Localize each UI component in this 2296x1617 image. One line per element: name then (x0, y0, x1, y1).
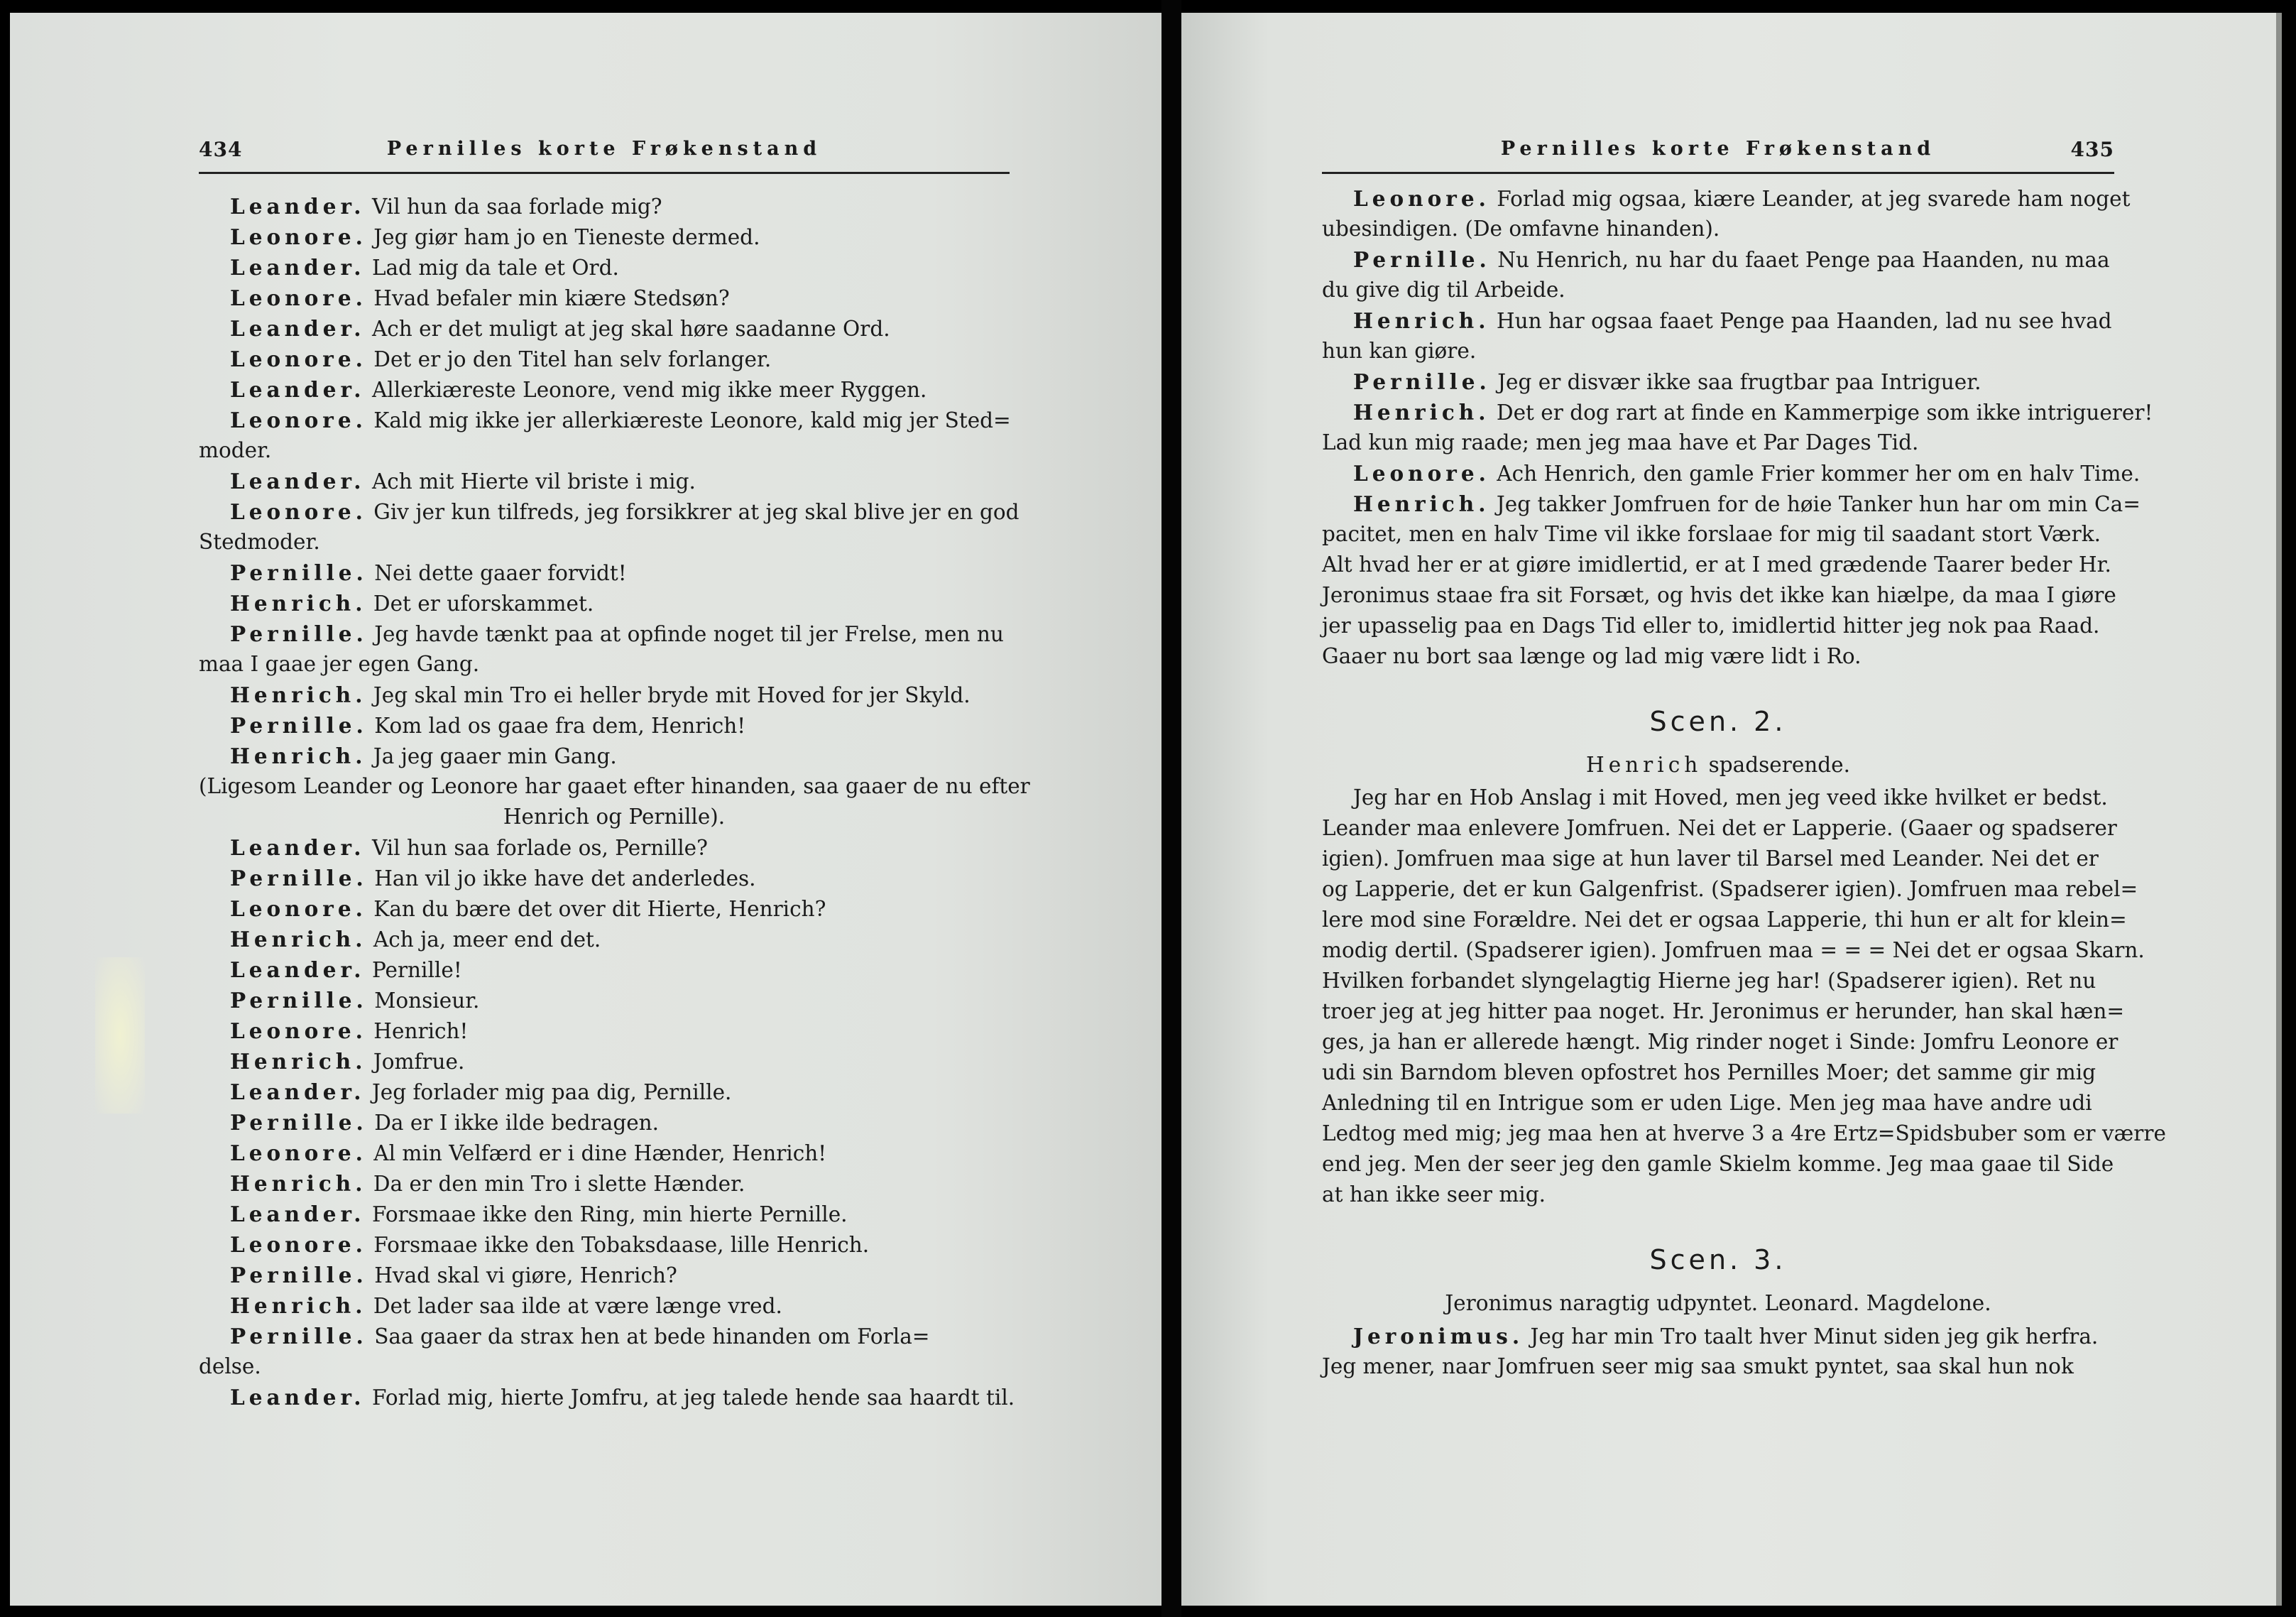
text-line (1322, 1180, 2114, 1210)
text-line (199, 191, 1029, 222)
text-line (199, 680, 1029, 710)
right-page (1181, 13, 2276, 1606)
speaker-name: Leonore. (1353, 461, 1490, 486)
text-line (199, 1290, 1029, 1321)
text-line (1322, 244, 2114, 275)
line-text: Jeronimus staae fra sit Forsæt, og hvis det ikke kan hiælpe, da maa I giøre (1322, 583, 2116, 607)
text-line (1322, 966, 2114, 996)
line-text: Forsmaae ikke den Ring, min hierte Pernille. (371, 1202, 848, 1226)
line-text: Jeg mener, naar Jomfruen seer mig saa smukt pyntet, saa skal hun nok (1322, 1354, 2074, 1378)
scene-2-subtitle-speaker: Henrich (1585, 753, 1702, 777)
speaker-name: Leonore. (230, 499, 367, 524)
line-text: Henrich og Pernille). (503, 805, 726, 829)
line-text: Ach Henrich, den gamle Frier kommer her om en halv Time. (1497, 462, 2141, 486)
speaker-name: Leander. (230, 835, 366, 860)
line-text: Nei dette gaaer forvidt! (374, 561, 627, 585)
speaker-name: Leonore. (230, 896, 367, 921)
speaker-name: Leander. (230, 1079, 366, 1104)
line-text: Jeg forlader mig paa dig, Pernille. (371, 1080, 732, 1104)
scene-2-subtitle (1322, 747, 2114, 783)
line-text: Det er dog rart at finde en Kammerpige som ikke intriguerer! (1496, 401, 2153, 425)
speaker-name: Pernille. (230, 988, 368, 1013)
line-text: Lad kun mig raade; men jeg maa have et Par Dages Tid. (1322, 430, 1919, 454)
text-line (199, 1321, 1029, 1351)
text-line (1322, 214, 2114, 244)
text-line (1322, 1149, 2114, 1180)
text-line (1322, 519, 2114, 550)
line-text: Giv jer kun tilfreds, jeg forsikkrer at jeg skal blive jer en god (373, 500, 1019, 524)
line-text: Jeg er disvær ikke saa frugtbar paa Intriguer. (1497, 370, 1981, 394)
text-line (199, 466, 1029, 496)
line-text: Al min Velfærd er i dine Hænder, Henrich! (373, 1141, 827, 1165)
line-text: Hvilken forbandet slyngelagtig Hierne jeg har! (Spadserer igien). Ret nu (1322, 969, 2097, 993)
speaker-name: Pernille. (230, 560, 368, 585)
text-line (199, 496, 1029, 527)
line-text: Da er I ikke ilde bedragen. (374, 1111, 660, 1135)
line-text: Pernille! (371, 958, 462, 982)
text-line (1322, 336, 2114, 366)
right-running-title: Pernilles korte Frøkenstand (1500, 138, 1936, 160)
line-text: Nu Henrich, nu har du faaet Penge paa Haanden, nu maa (1497, 248, 2110, 272)
text-line (199, 1107, 1029, 1138)
line-text: Leander maa enlevere Jomfruen. Nei det er Lapperie. (Gaaer og spadserer (1322, 816, 2117, 840)
text-line (199, 802, 1029, 832)
text-line (199, 1168, 1029, 1199)
text-line (199, 863, 1029, 893)
text-line (199, 344, 1029, 374)
line-text: Jeg har min Tro taalt hver Minut siden jeg gik herfra. (1530, 1324, 2099, 1349)
line-text: og Lapperie, det er kun Galgenfrist. (Spadserer igien). Jomfruen maa rebel= (1322, 877, 2138, 901)
text-line (199, 985, 1029, 1016)
line-text: Forsmaae ikke den Tobaksdaase, lille Henrich. (373, 1233, 870, 1257)
line-text: igien). Jomfruen maa sige at hun laver til Barsel med Leander. Nei det er (1322, 846, 2099, 871)
speaker-name: Leander. (230, 255, 366, 280)
speaker-name: Pernille. (230, 1110, 368, 1135)
line-text: Jeg giør ham jo en Tieneste dermed. (373, 225, 760, 249)
text-line (199, 893, 1029, 924)
text-line (1322, 641, 2114, 672)
speaker-name: Henrich. (230, 682, 367, 707)
line-text: Hvad skal vi giøre, Henrich? (374, 1263, 677, 1287)
speaker-name: Henrich. (230, 1171, 367, 1196)
text-line (1322, 611, 2114, 641)
text-line (1322, 1118, 2166, 1149)
line-text: Vil hun da saa forlade mig? (371, 195, 662, 219)
speaker-name: Jeronimus. (1353, 1324, 1524, 1349)
speaker-name: Pernille. (230, 621, 368, 646)
text-line (1322, 550, 2114, 580)
line-text: Kan du bære det over dit Hierte, Henrich? (373, 897, 826, 921)
text-line (1322, 996, 2125, 1027)
text-line (1322, 580, 2114, 611)
line-text: delse. (199, 1354, 261, 1378)
text-line (199, 1351, 1029, 1382)
text-line (1322, 366, 2114, 397)
line-text: Lad mig da tale et Ord. (371, 256, 619, 280)
speaker-name: Leander. (230, 377, 366, 402)
text-line (1322, 844, 2114, 874)
text-line (1322, 1027, 2119, 1057)
speaker-name: Henrich. (230, 1049, 367, 1074)
text-line (199, 313, 1029, 344)
text-line (1322, 428, 2114, 458)
line-text: udi sin Barndom bleven opfostret hos Pernilles Moer; det samme gir mig (1322, 1060, 2097, 1084)
speaker-name: Leander. (230, 469, 366, 494)
line-text: Det er uforskammet. (373, 592, 594, 616)
text-line (199, 1229, 1029, 1260)
line-text: Ach er det muligt at jeg skal høre saadanne Ord. (371, 317, 890, 341)
speaker-name: Leonore. (230, 1140, 367, 1165)
text-line (199, 283, 1029, 313)
line-text: (Ligesom Leander og Leonore har gaaet efter hinanden, saa gaaer de nu efter (199, 774, 1030, 798)
text-line (199, 954, 1029, 985)
left-page (10, 13, 1161, 1606)
speaker-name: Leonore. (230, 1018, 367, 1043)
line-text: ubesindigen. (De omfavne hinanden). (1322, 217, 1720, 241)
line-text: jer upasselig paa en Dags Tid eller to, imidlertid hitter jeg nok paa Raad. (1322, 614, 2100, 638)
page-edge (2276, 13, 2282, 1606)
line-text: du give dig til Arbeide. (1322, 278, 1565, 302)
line-text: Ach mit Hierte vil briste i mig. (371, 469, 696, 494)
line-text: Monsieur. (374, 989, 480, 1013)
speaker-name: Pernille. (230, 713, 368, 738)
line-text: Forlad mig ogsaa, kiære Leander, at jeg svarede ham noget (1497, 187, 2131, 211)
line-text: Jomfrue. (373, 1050, 465, 1074)
text-line (1322, 1057, 2114, 1088)
text-line (199, 1016, 1029, 1046)
line-text: Da er den min Tro i slette Hænder. (373, 1172, 745, 1196)
speaker-name: Henrich. (230, 591, 367, 616)
speaker-name: Henrich. (1353, 400, 1490, 425)
speaker-name: Leonore. (230, 1232, 367, 1257)
text-line (1322, 489, 2141, 519)
speaker-name: Henrich. (230, 927, 367, 952)
speaker-name: Leander. (230, 316, 366, 341)
text-line (199, 1260, 1029, 1290)
text-line (1322, 874, 2138, 905)
text-line (199, 435, 1029, 466)
left-page-number: 434 (199, 138, 243, 161)
text-line (199, 771, 1029, 802)
line-text: Ach ja, meer end det. (373, 927, 601, 952)
text-line (199, 741, 1029, 771)
line-text: hun kan giøre. (1322, 339, 1477, 363)
line-text: modig dertil. (Spadserer igien). Jomfruen maa = = = Nei det er ogsaa Skarn. (1322, 938, 2145, 962)
line-text: troer jeg at jeg hitter paa noget. Hr. Jeronimus er herunder, han skal hæn= (1322, 999, 2125, 1023)
line-text: Kom lad os gaae fra dem, Henrich! (374, 714, 746, 738)
text-line (1322, 275, 2114, 305)
speaker-name: Leonore. (1353, 186, 1490, 211)
text-line (199, 619, 1029, 649)
scene-2-text (1322, 783, 2166, 1210)
line-text: Han vil jo ikke have det anderledes. (374, 866, 756, 891)
line-text: Hvad befaler min kiære Stedsøn? (373, 286, 730, 310)
right-running-header (1322, 132, 2114, 174)
book-gutter (1161, 0, 1181, 1617)
text-line (199, 1077, 1029, 1107)
text-line (199, 222, 1029, 252)
text-line (199, 832, 1029, 863)
line-text: Det lader saa ilde at være længe vred. (373, 1294, 782, 1318)
text-line (199, 527, 1029, 557)
speaker-name: Leander. (230, 957, 366, 982)
text-line (199, 1046, 1029, 1077)
text-line (199, 588, 1029, 619)
left-running-header (199, 132, 1010, 174)
speaker-name: Leonore. (230, 224, 367, 249)
line-text: Allerkiæreste Leonore, vend mig ikke meer Ryggen. (371, 378, 927, 402)
text-line (1322, 458, 2141, 489)
left-running-title: Pernilles korte Frøkenstand (386, 138, 822, 160)
speaker-name: Pernille. (230, 866, 368, 891)
text-line (1322, 905, 2127, 935)
line-text: Henrich! (373, 1019, 469, 1043)
line-text: lere mod sine Forældre. Nei det er ogsaa Lapperie, thi hun er alt for klein= (1322, 908, 2127, 932)
right-page-text (1322, 183, 2166, 1382)
speaker-name: Leonore. (230, 347, 367, 371)
line-text: end jeg. Men der seer jeg den gamle Skielm komme. Jeg maa gaae til Side (1322, 1152, 2114, 1176)
line-text: Ledtog med mig; jeg maa hen at hverve 3 a 4re Ertz=Spidsbuber som er værre (1322, 1121, 2166, 1145)
page-stain (95, 957, 145, 1114)
line-text: Jeg havde tænkt paa at opfinde noget til jer Frelse, men nu (374, 622, 1004, 646)
line-text: moder. (199, 438, 272, 462)
text-line (199, 374, 1029, 405)
line-text: Jeg takker Jomfruen for de høie Tanker hun har om min Ca= (1496, 492, 2141, 516)
speaker-name: Pernille. (230, 1324, 368, 1349)
line-text: pacitet, men en halv Time vil ikke forslaae for mig til saadant stort Værk. (1322, 522, 2101, 546)
line-text: Hun har ogsaa faaet Penge paa Haanden, lad nu see hvad (1496, 309, 2112, 333)
speaker-name: Pernille. (1353, 247, 1491, 272)
scene-2-subtitle-text: spadserende. (1708, 753, 1850, 777)
text-line (199, 649, 1029, 680)
line-text: Vil hun saa forlade os, Pernille? (371, 836, 708, 860)
speaker-name: Leonore. (230, 285, 367, 310)
speaker-name: Henrich. (1353, 491, 1490, 516)
text-line (1322, 1088, 2114, 1118)
line-text: Jeg skal min Tro ei heller bryde mit Hoved for jer Skyld. (373, 683, 971, 707)
speaker-name: Leander. (230, 194, 366, 219)
text-line (199, 405, 1029, 435)
line-text: Anledning til en Intrigue som er uden Lige. Men jeg maa have andre udi (1322, 1091, 2092, 1115)
text-line (1322, 183, 2131, 214)
line-text: Stedmoder. (199, 530, 320, 554)
line-text: Det er jo den Titel han selv forlanger. (373, 347, 772, 371)
line-text: Saa gaaer da strax hen at bede hinanden om Forla= (374, 1324, 930, 1349)
text-line (199, 1382, 1029, 1412)
scene-2-heading: Scen. 2. (1649, 706, 1787, 737)
line-text: Forlad mig, hierte Jomfru, at jeg talede hende saa haardt til. (371, 1385, 1015, 1410)
speaker-name: Henrich. (1353, 308, 1490, 333)
text-line (199, 557, 1029, 588)
text-line (1322, 1351, 2114, 1382)
speaker-name: Henrich. (230, 744, 367, 768)
text-line (199, 1138, 1029, 1168)
scene-3-heading: Scen. 3. (1649, 1244, 1787, 1275)
text-line (1322, 1321, 2114, 1351)
text-line (1322, 935, 2145, 966)
speaker-name: Pernille. (1353, 369, 1491, 394)
speaker-name: Leonore. (230, 408, 367, 432)
speaker-name: Leander. (230, 1385, 366, 1410)
right-page-number: 435 (2070, 138, 2114, 161)
text-line (1322, 305, 2114, 336)
line-text: Gaaer nu bort saa længe og lad mig være lidt i Ro. (1322, 644, 1862, 668)
text-line (1322, 397, 2153, 428)
text-line (199, 924, 1029, 954)
scene-3-subtitle: Jeronimus naragtig udpyntet. Leonard. Magdelone. (1445, 1291, 1991, 1315)
text-line (1322, 783, 2114, 813)
text-line (199, 1199, 1029, 1229)
line-text: at han ikke seer mig. (1322, 1182, 1546, 1207)
line-text: maa I gaae jer egen Gang. (199, 652, 480, 676)
line-text: Kald mig ikke jer allerkiæreste Leonore, kald mig jer Sted= (373, 408, 1011, 432)
line-text: Alt hvad her er at giøre imidlertid, er at I med grædende Taarer beder Hr. (1322, 552, 2111, 577)
speaker-name: Henrich. (230, 1293, 367, 1318)
left-page-text (199, 191, 1029, 1412)
scene-3-text (1322, 1321, 2114, 1382)
line-text: ges, ja han er allerede hængt. Mig rinder noget i Sinde: Jomfru Leonore er (1322, 1030, 2119, 1054)
text-line (199, 252, 1029, 283)
speaker-name: Pernille. (230, 1263, 368, 1287)
line-text: Jeg har en Hob Anslag i mit Hoved, men jeg veed ikke hvilket er bedst. (1353, 785, 2108, 810)
line-text: Ja jeg gaaer min Gang. (373, 744, 617, 768)
text-line (199, 710, 1029, 741)
text-line (1322, 813, 2117, 844)
speaker-name: Leander. (230, 1202, 366, 1226)
dialogue-block (1322, 183, 2153, 672)
